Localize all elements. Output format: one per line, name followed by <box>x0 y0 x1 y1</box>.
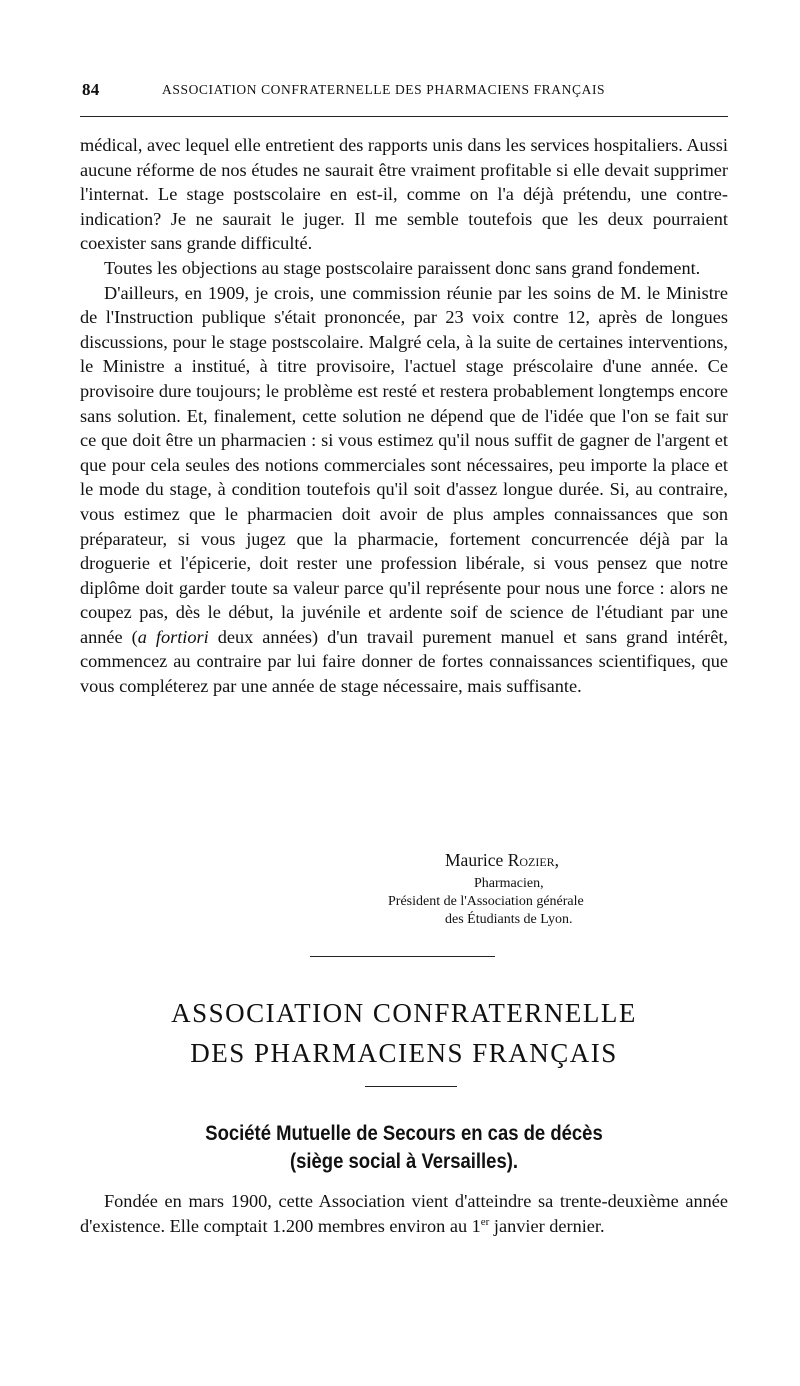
paragraph-1: médical, avec lequel elle entretient des rapports unis dans les services hospitaliers. Aussi aucune réforme de nos études ne saurait être vraiment profitable si elle devait supprimer l'internat. Le stage postscolaire en est-il, comme on l'a déjà prétendu, une contre-indication? Je ne saurait le juger. Il me semble toutefois que les deux pourraient coexister sans grande difficulté. <box>80 135 728 254</box>
paragraph-2: Toutes les objections au stage postscolaire paraissent donc sans grand fondement. <box>104 257 701 278</box>
running-title: ASSOCIATION CONFRATERNELLE DES PHARMACIENS FRANÇAIS <box>162 82 606 97</box>
italic-phrase: a fortiori <box>137 626 209 647</box>
paragraph-3-part-b: deux années) d'un travail purement manuel et sans grand intérêt, commencez au contraire par lui faire donner de fortes connaissances scientifiques, que vous compléterez par une année de stage nécessaire, mais suffisante. <box>80 626 728 697</box>
signature-affiliation-1: Président de l'Association générale <box>388 894 584 909</box>
title-underline <box>365 1086 457 1087</box>
subtitle-line-2: (siège social à Versailles). <box>289 1150 519 1173</box>
section-title <box>80 993 728 1073</box>
ordinal-superscript: er <box>480 1215 490 1228</box>
section-body <box>80 1189 728 1238</box>
signature-title: Pharmacien, <box>474 876 544 891</box>
signature-affiliation-2: des Étudiants de Lyon. <box>445 912 573 927</box>
section-title-line-2: DES PHARMACIENS FRANÇAIS <box>190 1038 618 1068</box>
paragraph-3-part-a: D'ailleurs, en 1909, je crois, une commission réunie par les soins de M. le Ministre de l'Instruction publique s'était prononcée, par 23 voix contre 12, après de longues discussions, pour le stage postscolaire. Malgré cela, à la suite de certaines interventions, le Ministre a institué, à titre provisoire, l'actuel stage préscolaire d'une année. Ce provisoire dure toujours; le problème est resté et restera probablement longtemps encore sans solution. Et, finalement, cette solution ne dépend que de l'idée que l'on se fait sur ce que doit être un pharmacien : si vous estimez qu'il nous suffit de gagner de l'argent et que pour cela seules des notions commerciales sont nécessaires, peu importe la place et le mode du stage, à condition toutefois qu'il soit d'assez longue durée. Si, au contraire, vous estimez que le pharmacien doit avoir de plus amples connaissances que son préparateur, si vous jugez que la pharmacie, fortement concurrencée déjà par la droguerie et l'épicerie, doit rester une profession libérale, si vous pensez que notre diplôme doit garder toute sa valeur parce qu'il représente pour nous une force : alors ne coupez pas, dès le début, la juvénile et ardente soif de science de l'étudiant par une année ( <box>80 282 728 647</box>
signature-first-name: Maurice <box>445 850 508 870</box>
section-separator <box>310 956 495 957</box>
page-number: 84 <box>82 80 100 99</box>
section-paragraph-text: Fondée en mars 1900, cette Association vient d'atteindre sa trente-deuxième année d'existence. Elle comptait 1.200 membres environ au 1 <box>80 1191 728 1236</box>
article-body <box>80 133 728 699</box>
section-paragraph <box>80 1189 728 1238</box>
section-subtitle <box>119 1120 689 1176</box>
section-title-line-1: ASSOCIATION CONFRATERNELLE <box>171 998 637 1028</box>
signature-last-name: Rozier, <box>507 850 560 870</box>
section-paragraph-end: janvier dernier. <box>489 1215 605 1236</box>
header-rule <box>80 116 728 117</box>
subtitle-line-1: Société Mutuelle de Secours en cas de décès <box>205 1122 603 1145</box>
running-header <box>80 80 728 102</box>
signature-name <box>445 850 559 871</box>
paragraph-3 <box>80 281 728 699</box>
